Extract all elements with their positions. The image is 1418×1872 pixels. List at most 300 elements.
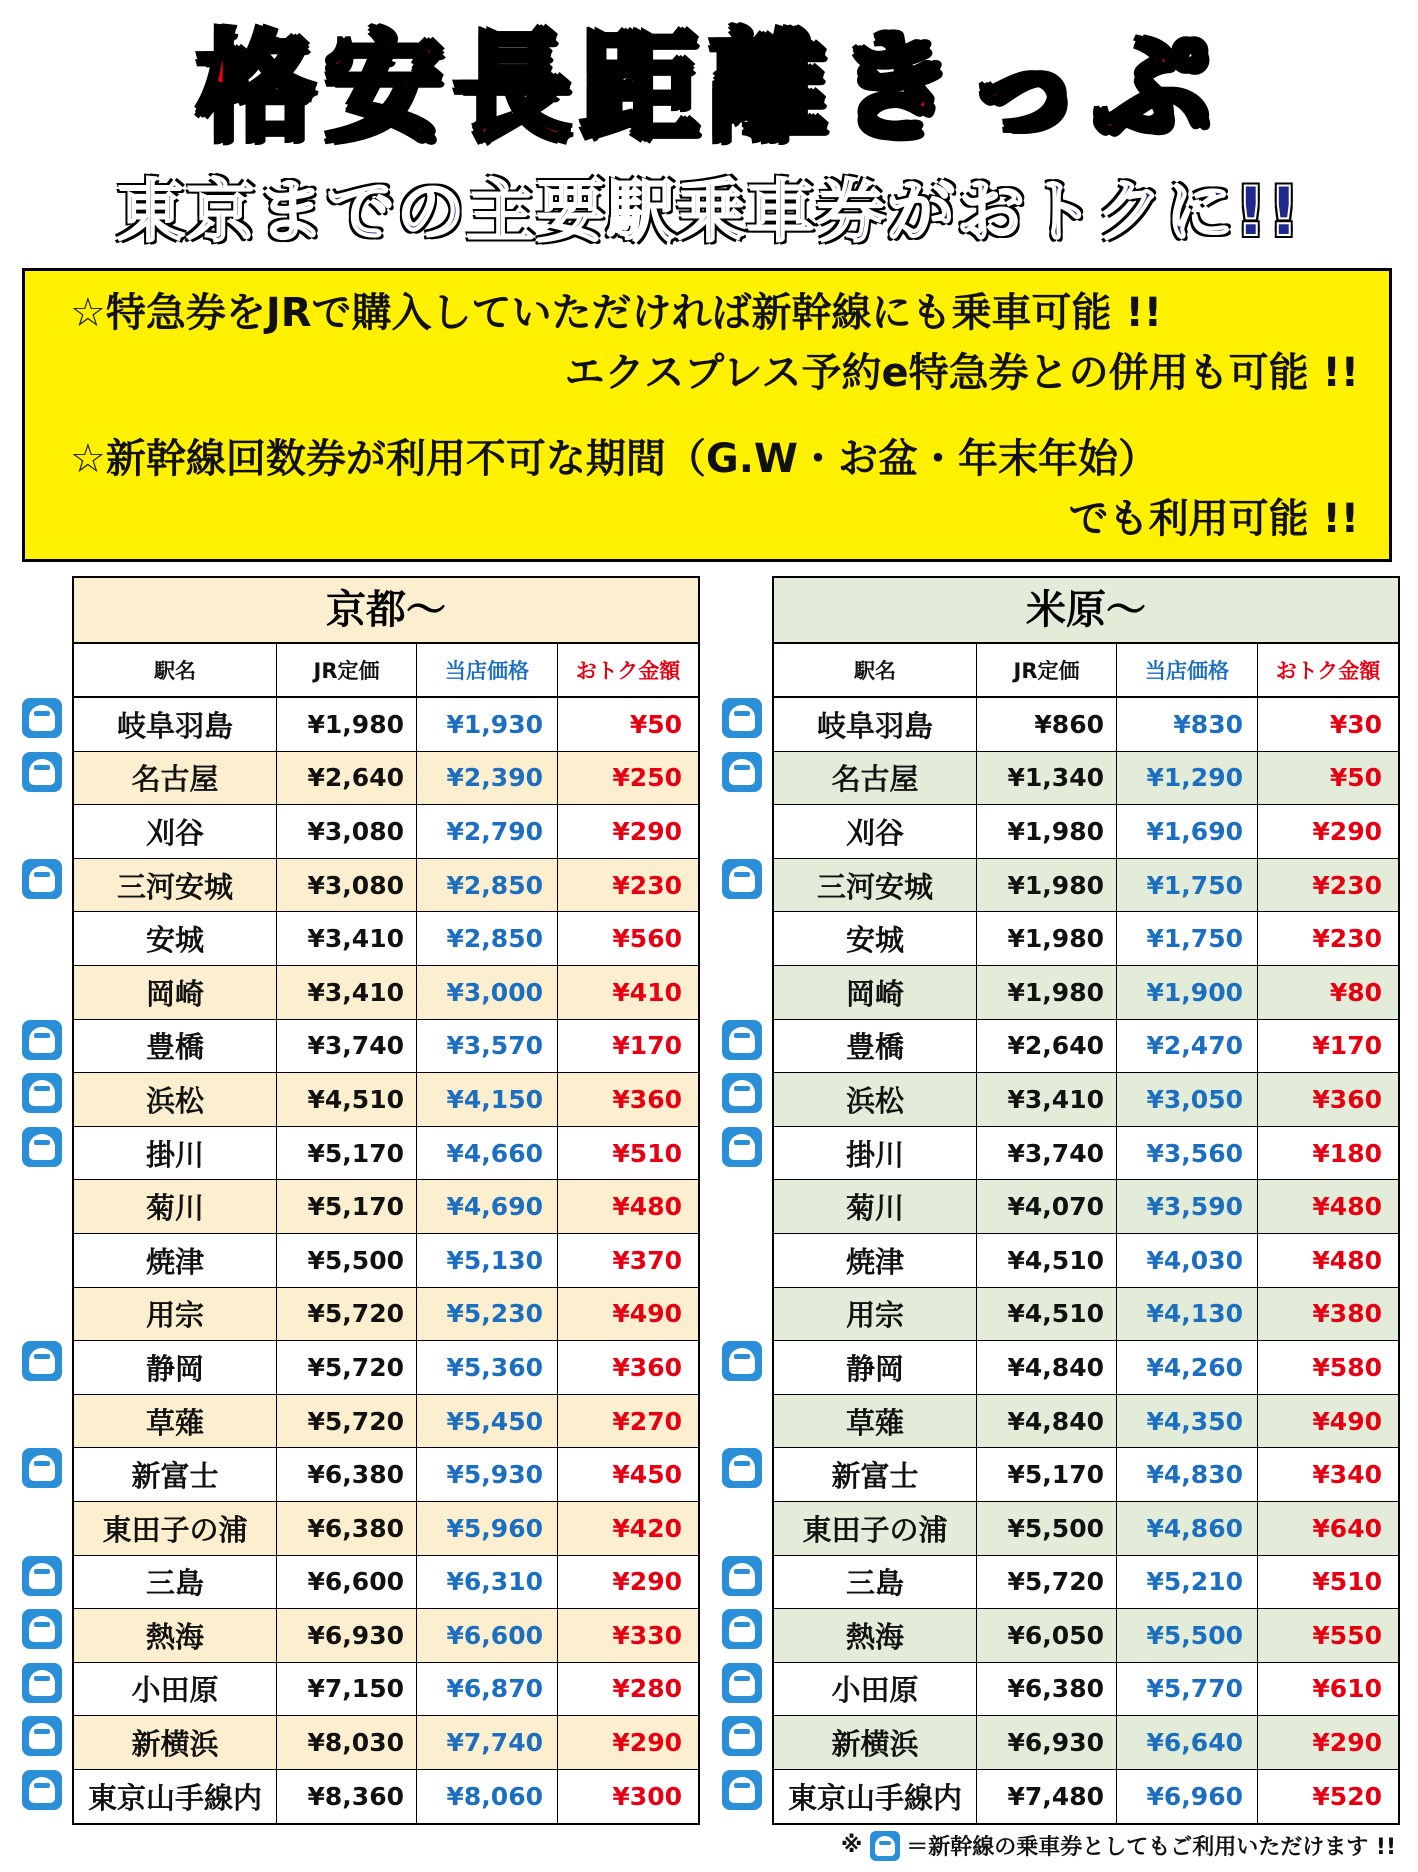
station-cell: 草薙: [74, 1395, 277, 1448]
header-jr-price: JR定価: [977, 644, 1117, 696]
jr-price-cell: ¥6,930: [277, 1609, 417, 1662]
savings-cell: ¥360: [612, 1084, 682, 1114]
jr-price-cell: ¥3,410: [277, 966, 417, 1019]
jr-price-cell: ¥4,510: [977, 1288, 1117, 1341]
savings-cell: ¥550: [1312, 1620, 1382, 1650]
table-row: [774, 1609, 1398, 1663]
shinkansen-icon: [722, 1073, 762, 1113]
shinkansen-icon: [22, 1663, 62, 1703]
table-row: [74, 1716, 698, 1770]
table-row: [74, 1020, 698, 1074]
station-cell: 熱海: [74, 1609, 277, 1662]
savings-cell: ¥230: [1312, 870, 1382, 900]
jr-price-cell: ¥1,980: [277, 698, 417, 751]
jr-price-cell: ¥5,720: [277, 1341, 417, 1394]
shinkansen-icon: [722, 1341, 762, 1381]
table-header: [774, 644, 1398, 698]
savings-cell: ¥560: [612, 924, 682, 954]
table-title-maibara: 米原～: [774, 578, 1398, 644]
table-row: [74, 1502, 698, 1556]
shop-price-cell: ¥2,470: [1117, 1020, 1258, 1073]
icon-slot: [722, 1603, 766, 1657]
jr-price-cell: ¥6,380: [277, 1448, 417, 1501]
header-savings: おトク金額: [575, 659, 681, 683]
icon-slot: [22, 1067, 66, 1121]
icon-slot: [22, 799, 66, 853]
shinkansen-icon: [722, 1127, 762, 1167]
icon-slot: [22, 692, 66, 746]
shop-price-cell: ¥3,560: [1117, 1127, 1258, 1180]
shop-price-cell: ¥6,960: [1117, 1770, 1258, 1824]
station-cell: 掛川: [774, 1127, 977, 1180]
shop-price-cell: ¥6,600: [417, 1609, 558, 1662]
table-body-maibara: [774, 698, 1398, 1823]
savings-cell: ¥480: [612, 1192, 682, 1222]
icon-slot: [22, 1657, 66, 1711]
notice-line-2: エクスプレス予約e特急券との併用も可能 !!: [564, 350, 1359, 396]
table-row: [74, 1341, 698, 1395]
savings-cell: ¥280: [612, 1674, 682, 1704]
table-row: [774, 698, 1398, 752]
station-cell: 用宗: [74, 1288, 277, 1341]
shop-price-cell: ¥7,740: [417, 1716, 558, 1769]
table-row: [74, 1234, 698, 1288]
station-cell: 三河安城: [74, 859, 277, 912]
icon-slot: [722, 1442, 766, 1496]
savings-cell: ¥450: [612, 1460, 682, 1490]
savings-cell: ¥580: [1312, 1352, 1382, 1382]
table-row: [774, 805, 1398, 859]
station-cell: 岐阜羽島: [774, 698, 977, 751]
shop-price-cell: ¥4,690: [417, 1180, 558, 1233]
table-row: [774, 912, 1398, 966]
station-cell: 小田原: [774, 1663, 977, 1716]
icon-slot: [22, 1764, 66, 1818]
header-shop-price: 当店価格: [1117, 644, 1258, 696]
table-row: [774, 1127, 1398, 1181]
jr-price-cell: ¥5,500: [277, 1234, 417, 1287]
jr-price-cell: ¥8,360: [277, 1770, 417, 1824]
table-header: [74, 644, 698, 698]
icon-slot: [722, 1067, 766, 1121]
station-cell: 静岡: [74, 1341, 277, 1394]
jr-price-cell: ¥1,980: [977, 805, 1117, 858]
icon-slot: [722, 1335, 766, 1389]
shop-price-cell: ¥4,660: [417, 1127, 558, 1180]
station-cell: 掛川: [74, 1127, 277, 1180]
jr-price-cell: ¥7,150: [277, 1663, 417, 1716]
notice-line-3: ☆新幹線回数券が利用不可な期間（G.W・お盆・年末年始）: [70, 436, 1159, 482]
station-cell: 小田原: [74, 1663, 277, 1716]
shinkansen-icon: [22, 1716, 62, 1756]
station-cell: 三河安城: [774, 859, 977, 912]
table-row: [774, 1448, 1398, 1502]
shop-price-cell: ¥1,900: [1117, 966, 1258, 1019]
table-row: [774, 1073, 1398, 1127]
station-cell: 用宗: [774, 1288, 977, 1341]
table-row: [74, 698, 698, 752]
shop-price-cell: ¥3,000: [417, 966, 558, 1019]
station-cell: 新富士: [774, 1448, 977, 1501]
jr-price-cell: ¥6,380: [977, 1663, 1117, 1716]
savings-cell: ¥360: [1312, 1084, 1382, 1114]
shinkansen-icon: [22, 698, 62, 738]
jr-price-cell: ¥4,840: [977, 1395, 1117, 1448]
shinkansen-icon: [722, 1556, 762, 1596]
table-row: [74, 1609, 698, 1663]
savings-cell: ¥290: [1312, 1728, 1382, 1758]
station-cell: 静岡: [774, 1341, 977, 1394]
icon-slot: [22, 960, 66, 1014]
savings-cell: ¥480: [1312, 1192, 1382, 1222]
icon-slot: [22, 1174, 66, 1228]
jr-price-cell: ¥5,170: [277, 1180, 417, 1233]
table-row: [774, 1502, 1398, 1556]
shop-price-cell: ¥4,130: [1117, 1288, 1258, 1341]
shinkansen-icon: [22, 1448, 62, 1488]
icon-slot: [722, 1389, 766, 1443]
jr-price-cell: ¥7,480: [977, 1770, 1117, 1824]
savings-cell: ¥270: [612, 1406, 682, 1436]
footnote-text: ＝新幹線の乗車券としてもご利用いただけます !!: [906, 1835, 1396, 1860]
station-cell: 岡崎: [74, 966, 277, 1019]
shinkansen-icon: [22, 1609, 62, 1649]
savings-cell: ¥380: [1312, 1299, 1382, 1329]
savings-cell: ¥340: [1312, 1460, 1382, 1490]
table-row: [774, 1556, 1398, 1610]
savings-cell: ¥610: [1312, 1674, 1382, 1704]
shop-price-cell: ¥5,770: [1117, 1663, 1258, 1716]
icon-slot: [22, 1335, 66, 1389]
header-station: 駅名: [74, 644, 277, 696]
jr-price-cell: ¥3,740: [977, 1127, 1117, 1180]
shop-price-cell: ¥830: [1117, 698, 1258, 751]
shop-price-cell: ¥6,310: [417, 1556, 558, 1609]
table-row: [74, 1556, 698, 1610]
shinkansen-icon: [870, 1831, 900, 1861]
icon-slot: [22, 1550, 66, 1604]
station-cell: 名古屋: [74, 752, 277, 805]
table-row: [74, 1448, 698, 1502]
savings-cell: ¥640: [1312, 1513, 1382, 1543]
shinkansen-icon-column-maibara: [722, 692, 766, 1817]
jr-price-cell: ¥860: [977, 698, 1117, 751]
jr-price-cell: ¥4,070: [977, 1180, 1117, 1233]
table-row: [774, 1180, 1398, 1234]
icon-slot: [22, 1442, 66, 1496]
shinkansen-icon: [22, 1556, 62, 1596]
shop-price-cell: ¥5,130: [417, 1234, 558, 1287]
shinkansen-icon: [722, 1020, 762, 1060]
icon-slot: [22, 1496, 66, 1550]
station-cell: 新富士: [74, 1448, 277, 1501]
shop-price-cell: ¥5,210: [1117, 1556, 1258, 1609]
savings-cell: ¥80: [1329, 977, 1382, 1007]
shop-price-cell: ¥2,390: [417, 752, 558, 805]
savings-cell: ¥510: [1312, 1567, 1382, 1597]
savings-cell: ¥50: [1329, 763, 1382, 793]
icon-slot: [22, 1389, 66, 1443]
shop-price-cell: ¥5,500: [1117, 1609, 1258, 1662]
shinkansen-icon: [722, 698, 762, 738]
shop-price-cell: ¥5,230: [417, 1288, 558, 1341]
icon-slot: [722, 1764, 766, 1818]
page-title: 格安長距離きっぷ: [196, 19, 1221, 157]
savings-cell: ¥330: [612, 1620, 682, 1650]
icon-slot: [722, 1121, 766, 1175]
table-row: [774, 1770, 1398, 1824]
table-row: [74, 1073, 698, 1127]
notice-line-4: でも利用可能 !!: [1068, 496, 1359, 542]
icon-slot: [22, 853, 66, 907]
station-cell: 浜松: [74, 1073, 277, 1126]
footnote-mark: ※: [840, 1833, 863, 1858]
shop-price-cell: ¥6,640: [1117, 1716, 1258, 1769]
fare-table-kyoto: [72, 576, 700, 1825]
icon-slot: [722, 1174, 766, 1228]
icon-slot: [722, 1657, 766, 1711]
savings-cell: ¥290: [612, 1728, 682, 1758]
shop-price-cell: ¥1,930: [417, 698, 558, 751]
jr-price-cell: ¥1,980: [977, 912, 1117, 965]
jr-price-cell: ¥6,380: [277, 1502, 417, 1555]
shinkansen-icon: [722, 1448, 762, 1488]
savings-cell: ¥360: [612, 1352, 682, 1382]
table-row: [74, 1127, 698, 1181]
savings-cell: ¥490: [1312, 1406, 1382, 1436]
savings-cell: ¥50: [629, 709, 682, 739]
jr-price-cell: ¥2,640: [977, 1020, 1117, 1073]
station-cell: 豊橋: [74, 1020, 277, 1073]
jr-price-cell: ¥3,410: [977, 1073, 1117, 1126]
savings-cell: ¥300: [612, 1782, 682, 1812]
station-cell: 名古屋: [774, 752, 977, 805]
table-row: [74, 1395, 698, 1449]
shop-price-cell: ¥5,360: [417, 1341, 558, 1394]
table-row: [74, 752, 698, 806]
icon-slot: [722, 960, 766, 1014]
savings-cell: ¥170: [1312, 1031, 1382, 1061]
shop-price-cell: ¥8,060: [417, 1770, 558, 1824]
table-row: [74, 912, 698, 966]
jr-price-cell: ¥5,500: [977, 1502, 1117, 1555]
icon-slot: [722, 692, 766, 746]
shinkansen-icon: [22, 1020, 62, 1060]
shinkansen-icon: [722, 1770, 762, 1810]
header-jr-price: JR定価: [277, 644, 417, 696]
jr-price-cell: ¥3,740: [277, 1020, 417, 1073]
shop-price-cell: ¥2,790: [417, 805, 558, 858]
table-row: [74, 805, 698, 859]
shop-price-cell: ¥1,690: [1117, 805, 1258, 858]
jr-price-cell: ¥5,170: [277, 1127, 417, 1180]
shinkansen-icon: [722, 1663, 762, 1703]
station-cell: 焼津: [774, 1234, 977, 1287]
table-row: [774, 1234, 1398, 1288]
station-cell: 安城: [774, 912, 977, 965]
station-cell: 菊川: [774, 1180, 977, 1233]
shop-price-cell: ¥5,450: [417, 1395, 558, 1448]
savings-cell: ¥180: [1312, 1138, 1382, 1168]
page-subtitle: 東京までの主要駅乗車券がおトクに!!: [116, 173, 1302, 252]
jr-price-cell: ¥8,030: [277, 1716, 417, 1769]
shinkansen-icon: [722, 859, 762, 899]
table-row: [774, 966, 1398, 1020]
station-cell: 三島: [774, 1556, 977, 1609]
savings-cell: ¥170: [612, 1031, 682, 1061]
jr-price-cell: ¥3,410: [277, 912, 417, 965]
fare-table-maibara: [772, 576, 1400, 1825]
shinkansen-icon-column-kyoto: [22, 692, 66, 1817]
shop-price-cell: ¥4,830: [1117, 1448, 1258, 1501]
station-cell: 豊橋: [774, 1020, 977, 1073]
station-cell: 浜松: [774, 1073, 977, 1126]
table-body-kyoto: [74, 698, 698, 1823]
shop-price-cell: ¥1,750: [1117, 859, 1258, 912]
station-cell: 岐阜羽島: [74, 698, 277, 751]
table-row: [774, 1020, 1398, 1074]
jr-price-cell: ¥5,720: [977, 1556, 1117, 1609]
jr-price-cell: ¥1,340: [977, 752, 1117, 805]
icon-slot: [722, 1228, 766, 1282]
shop-price-cell: ¥2,850: [417, 912, 558, 965]
shinkansen-icon: [22, 1127, 62, 1167]
station-cell: 新横浜: [774, 1716, 977, 1769]
icon-slot: [22, 1014, 66, 1068]
table-row: [74, 966, 698, 1020]
savings-cell: ¥510: [612, 1138, 682, 1168]
station-cell: 刈谷: [74, 805, 277, 858]
notice-box: [22, 268, 1392, 562]
savings-cell: ¥290: [1312, 816, 1382, 846]
shop-price-cell: ¥2,850: [417, 859, 558, 912]
table-row: [774, 752, 1398, 806]
station-cell: 三島: [74, 1556, 277, 1609]
jr-price-cell: ¥3,080: [277, 805, 417, 858]
header-station: 駅名: [774, 644, 977, 696]
station-cell: 東京山手線内: [774, 1770, 977, 1824]
table-row: [74, 1288, 698, 1342]
station-cell: 東田子の浦: [774, 1502, 977, 1555]
shop-price-cell: ¥6,870: [417, 1663, 558, 1716]
table-row: [74, 1663, 698, 1717]
shinkansen-icon: [22, 752, 62, 792]
shop-price-cell: ¥1,290: [1117, 752, 1258, 805]
station-cell: 新横浜: [74, 1716, 277, 1769]
jr-price-cell: ¥4,510: [977, 1234, 1117, 1287]
header-savings: おトク金額: [1275, 659, 1381, 683]
icon-slot: [722, 746, 766, 800]
icon-slot: [22, 1282, 66, 1336]
shop-price-cell: ¥4,860: [1117, 1502, 1258, 1555]
icon-slot: [22, 1710, 66, 1764]
jr-price-cell: ¥6,600: [277, 1556, 417, 1609]
station-cell: 岡崎: [774, 966, 977, 1019]
station-cell: 草薙: [774, 1395, 977, 1448]
savings-cell: ¥290: [612, 1567, 682, 1597]
shop-price-cell: ¥5,960: [417, 1502, 558, 1555]
shinkansen-icon: [22, 859, 62, 899]
table-row: [774, 1395, 1398, 1449]
icon-slot: [722, 1550, 766, 1604]
jr-price-cell: ¥5,720: [277, 1395, 417, 1448]
savings-cell: ¥230: [1312, 924, 1382, 954]
shop-price-cell: ¥4,260: [1117, 1341, 1258, 1394]
jr-price-cell: ¥5,720: [277, 1288, 417, 1341]
shinkansen-icon: [22, 1341, 62, 1381]
savings-cell: ¥520: [1312, 1782, 1382, 1812]
icon-slot: [22, 1228, 66, 1282]
icon-slot: [722, 799, 766, 853]
jr-price-cell: ¥3,080: [277, 859, 417, 912]
footnote: [841, 1830, 1396, 1861]
jr-price-cell: ¥5,170: [977, 1448, 1117, 1501]
table-row: [774, 1288, 1398, 1342]
notice-line-1: ☆特急券をJRで購入していただければ新幹線にも乗車可能 !!: [70, 290, 1162, 336]
jr-price-cell: ¥2,640: [277, 752, 417, 805]
station-cell: 東京山手線内: [74, 1770, 277, 1824]
savings-cell: ¥230: [612, 870, 682, 900]
shop-price-cell: ¥4,150: [417, 1073, 558, 1126]
table-row: [774, 1716, 1398, 1770]
jr-price-cell: ¥6,930: [977, 1716, 1117, 1769]
jr-price-cell: ¥1,980: [977, 966, 1117, 1019]
savings-cell: ¥490: [612, 1299, 682, 1329]
station-cell: 焼津: [74, 1234, 277, 1287]
savings-cell: ¥480: [1312, 1245, 1382, 1275]
savings-cell: ¥250: [612, 763, 682, 793]
shinkansen-icon: [722, 752, 762, 792]
shop-price-cell: ¥4,350: [1117, 1395, 1258, 1448]
table-row: [774, 859, 1398, 913]
icon-slot: [722, 1710, 766, 1764]
savings-cell: ¥420: [612, 1513, 682, 1543]
table-title-kyoto: 京都～: [74, 578, 698, 644]
jr-price-cell: ¥6,050: [977, 1609, 1117, 1662]
shop-price-cell: ¥3,050: [1117, 1073, 1258, 1126]
jr-price-cell: ¥4,840: [977, 1341, 1117, 1394]
table-row: [774, 1341, 1398, 1395]
station-cell: 安城: [74, 912, 277, 965]
shop-price-cell: ¥3,570: [417, 1020, 558, 1073]
icon-slot: [22, 1603, 66, 1657]
shinkansen-icon: [22, 1770, 62, 1810]
station-cell: 熱海: [774, 1609, 977, 1662]
station-cell: 東田子の浦: [74, 1502, 277, 1555]
savings-cell: ¥410: [612, 977, 682, 1007]
icon-slot: [22, 906, 66, 960]
station-cell: 菊川: [74, 1180, 277, 1233]
table-row: [74, 1180, 698, 1234]
table-row: [74, 859, 698, 913]
savings-cell: ¥370: [612, 1245, 682, 1275]
savings-cell: ¥290: [612, 816, 682, 846]
icon-slot: [722, 1496, 766, 1550]
shinkansen-icon: [22, 1073, 62, 1113]
icon-slot: [722, 906, 766, 960]
shinkansen-icon: [722, 1609, 762, 1649]
shinkansen-icon: [722, 1716, 762, 1756]
icon-slot: [722, 1014, 766, 1068]
icon-slot: [722, 853, 766, 907]
jr-price-cell: ¥1,980: [977, 859, 1117, 912]
jr-price-cell: ¥4,510: [277, 1073, 417, 1126]
station-cell: 刈谷: [774, 805, 977, 858]
icon-slot: [22, 746, 66, 800]
shop-price-cell: ¥3,590: [1117, 1180, 1258, 1233]
shop-price-cell: ¥1,750: [1117, 912, 1258, 965]
table-row: [774, 1663, 1398, 1717]
